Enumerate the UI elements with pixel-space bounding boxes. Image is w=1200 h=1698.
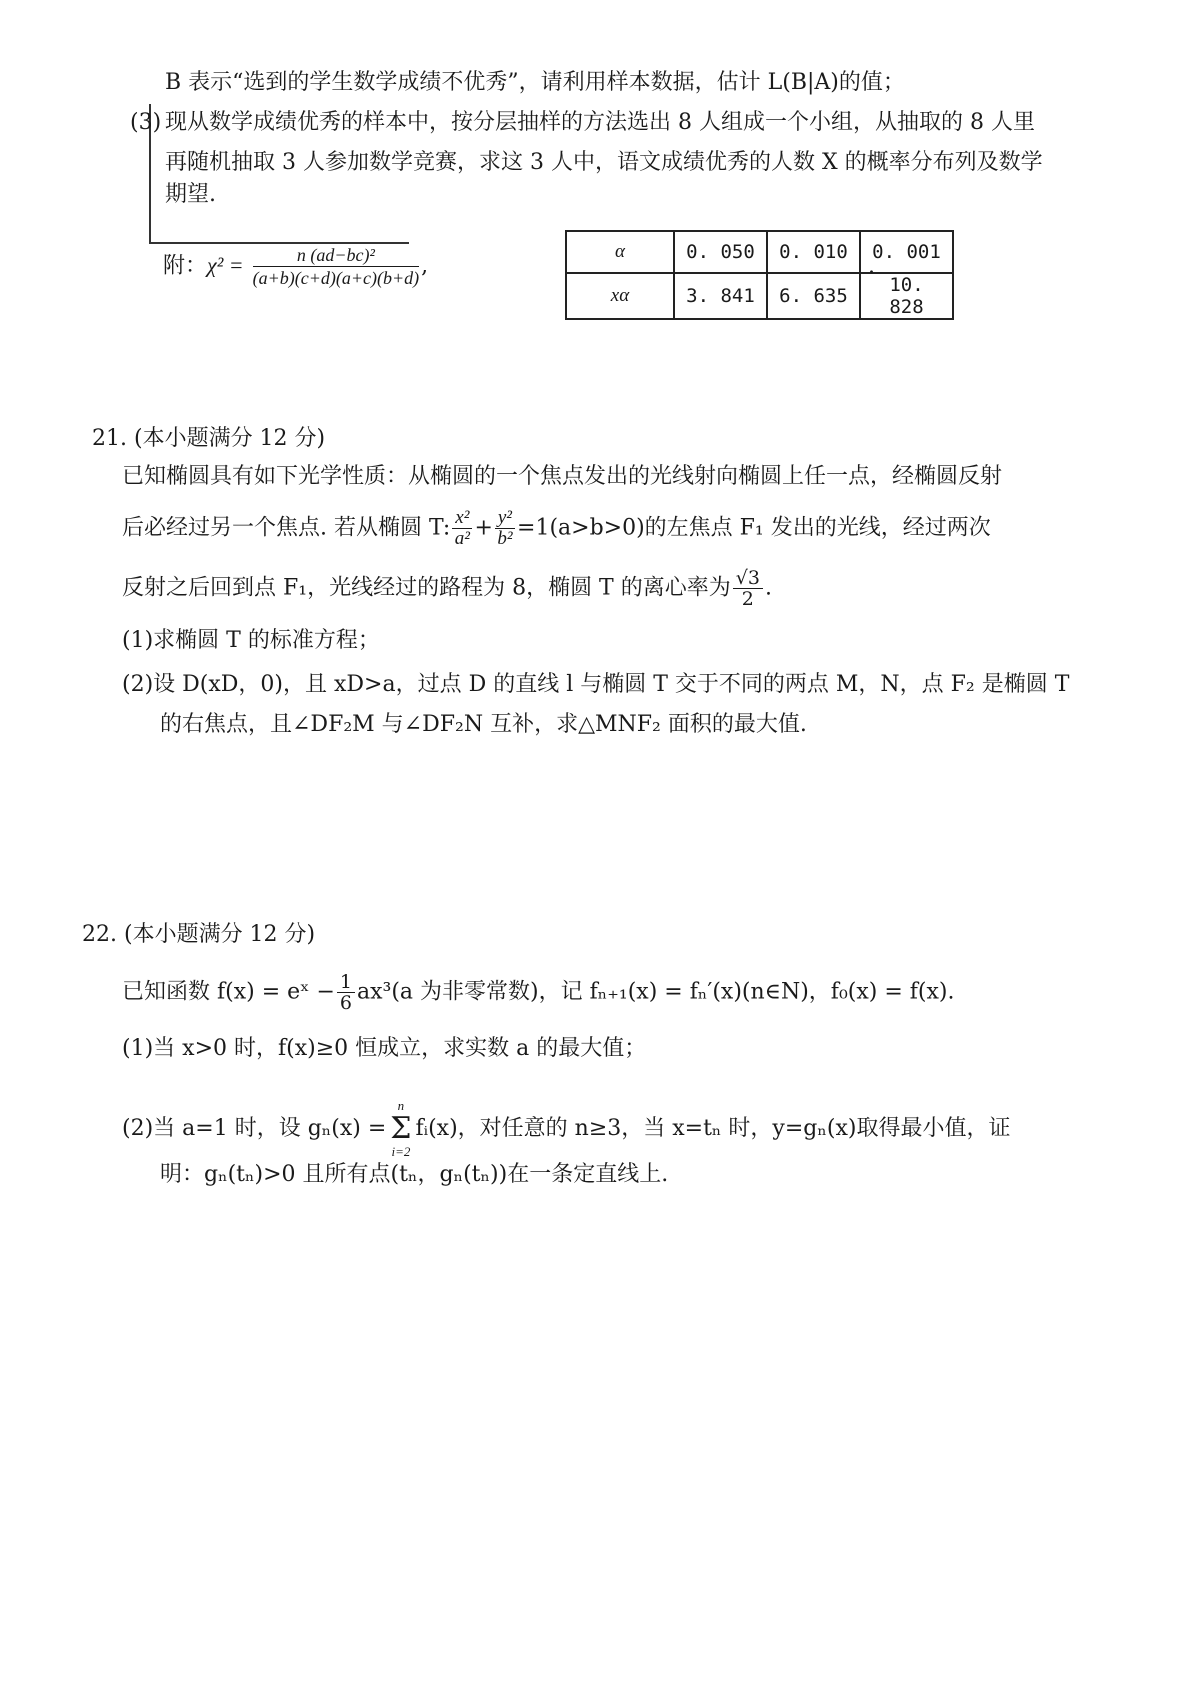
q21-part2-line2: 的右焦点，且∠DF₂M 与∠DF₂N 互补，求△MNF₂ 面积的最大值. bbox=[160, 712, 807, 737]
eccentricity-frac: $\frac{√3}{2}$ bbox=[733, 568, 763, 609]
chi-square-formula: 附：χ² = $\frac{\text{n (ad−bc)²}}{(a+b)(c+d)(a+c)(b+d)}$ , bbox=[163, 245, 429, 288]
table-cell: 10. 828 bbox=[860, 273, 953, 319]
table-cell: 3. 841 bbox=[674, 273, 767, 319]
q21-line2: 后必经过另一个焦点. 若从椭圆 T: $\frac{\text{x²}}{\text{a²}}$ + $\frac{\text{y²}}{\text{b²}}$ =1(a>b>0)的左焦点 F₁ 发出的光线，经过两次 bbox=[122, 507, 991, 549]
q21-part1: (1)求椭圆 T 的标准方程； bbox=[122, 628, 380, 653]
q20-part3-line2: 再随机抽取 3 人参加数学竞赛，求这 3 人中，语文成绩优秀的人数 X 的概率分布列及数学 bbox=[165, 150, 1043, 175]
chi-numerator: n (ad−bc)² bbox=[253, 244, 420, 267]
table-cell: 0. 010 bbox=[767, 231, 860, 273]
table-row-alpha bbox=[566, 231, 953, 273]
q22-line1: 已知函数 f(x) = eˣ − $\frac{1}{6}$ ax³(a 为非零常数)，记 fₙ₊₁(x) = fₙ′(x)(n∈N)，f₀(x) = f(x). bbox=[122, 971, 955, 1014]
q20-part3-label: (3) bbox=[130, 110, 162, 135]
table-cell: 0. 050 bbox=[674, 231, 767, 273]
q22-part2-line2: 明：gₙ(tₙ)>0 且所有点(tₙ，gₙ(tₙ))在一条定直线上. bbox=[160, 1162, 669, 1187]
q22-title: 22. (本小题满分 12 分) bbox=[82, 922, 316, 947]
table-row-x bbox=[566, 273, 953, 319]
table-period: . bbox=[868, 254, 875, 279]
appendix-label: 附： bbox=[163, 253, 208, 279]
table-header-x: xα bbox=[566, 273, 674, 319]
chi-denominator: (a+b)(c+d)(a+c)(b+d) bbox=[252, 268, 420, 288]
one-sixth-frac: $\frac{1}{6}$ bbox=[337, 972, 355, 1013]
q21-line1: 已知椭圆具有如下光学性质：从椭圆的一个焦点发出的光线射向椭圆上任一点，经椭圆反射 bbox=[122, 464, 1003, 489]
critical-value-table bbox=[565, 230, 954, 320]
x-sq-frac: $\frac{\text{x²}}{\text{a²}}$ bbox=[452, 508, 472, 549]
q20-part3-line1: 现从数学成绩优秀的样本中，按分层抽样的方法选出 8 人组成一个小组，从抽取的 8 人里 bbox=[165, 110, 1035, 135]
q22-part2-line1: (2)当 a=1 时，设 gₙ(x) = n Σ i=2 fᵢ(x)，对任意的 n≥3，当 x=tₙ 时，y=gₙ(x)取得最小值，证 bbox=[122, 1098, 1011, 1159]
q20-part3-line3: 期望. bbox=[165, 182, 216, 207]
q21-part2-line1: (2)设 D(xD，0)，且 xD>a，过点 D 的直线 l 与椭圆 T 交于不同的两点 M，N，点 F₂ 是椭圆 T bbox=[122, 672, 1070, 697]
table-cell: 6. 635 bbox=[767, 273, 860, 319]
chi-fraction bbox=[253, 244, 420, 289]
q22-part1: (1)当 x>0 时，f(x)≥0 恒成立，求实数 a 的最大值； bbox=[122, 1036, 647, 1061]
y-sq-frac: $\frac{\text{y²}}{\text{b²}}$ bbox=[495, 508, 515, 549]
table-cell: 0. 001 bbox=[860, 231, 953, 273]
sigma-icon: Σ bbox=[390, 1111, 412, 1146]
q20-line-b: B 表示“选到的学生数学成绩不优秀”，请利用样本数据，估计 L(B|A)的值； bbox=[165, 70, 905, 95]
summation: n Σ i=2 bbox=[390, 1098, 412, 1159]
q21-title: 21. (本小题满分 12 分) bbox=[92, 426, 326, 451]
table-header-alpha: α bbox=[566, 231, 674, 273]
chi-lhs: χ² = bbox=[207, 252, 244, 278]
q21-line3: 反射之后回到点 F₁，光线经过的路程为 8，椭圆 T 的离心率为 $\frac{√3}{2}$ . bbox=[122, 567, 772, 610]
